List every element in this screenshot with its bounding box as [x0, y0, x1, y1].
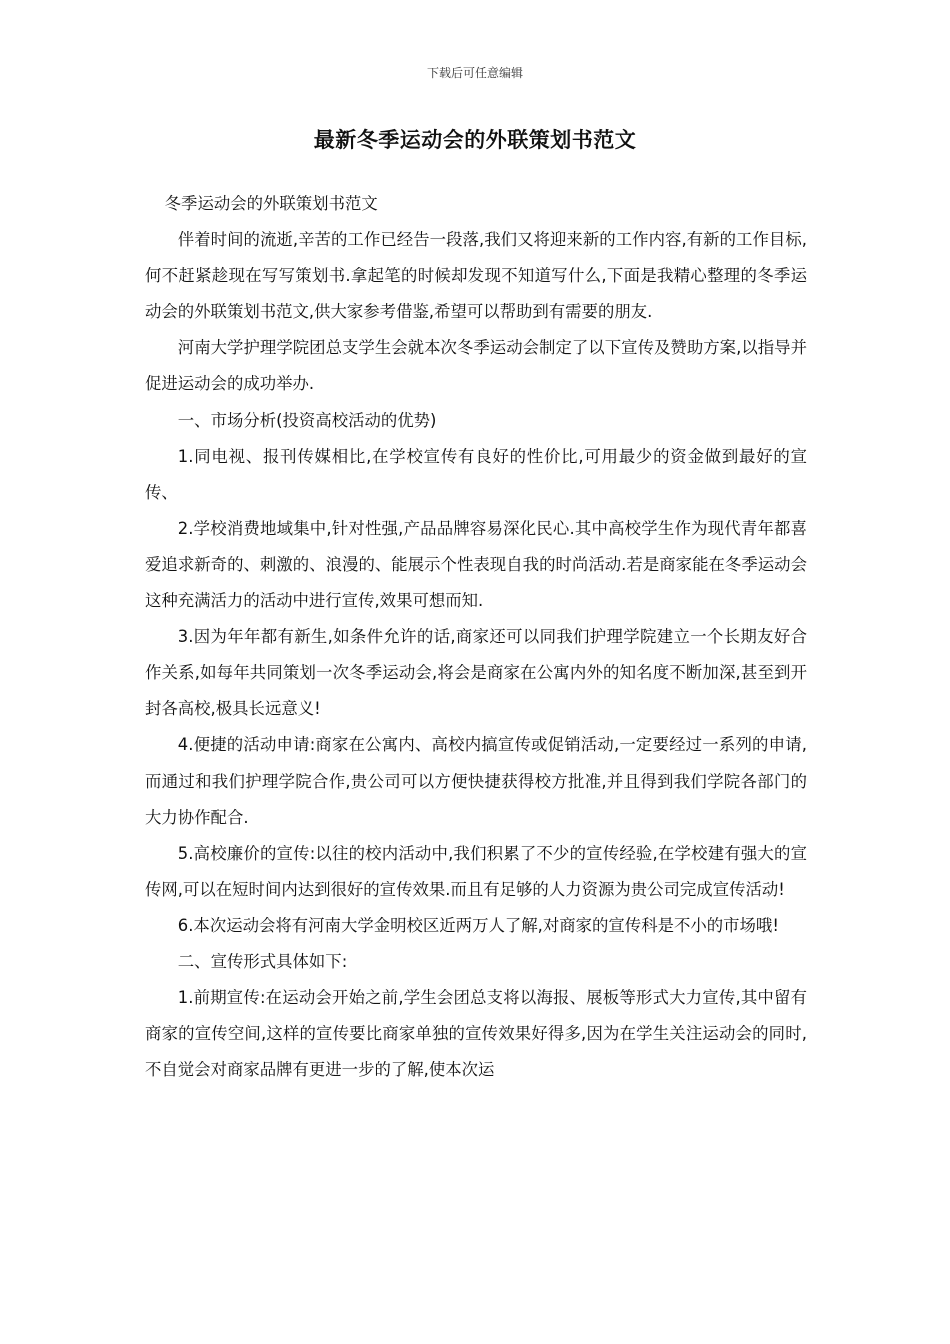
paragraph: 1.前期宣传:在运动会开始之前,学生会团总支将以海报、展板等形式大力宣传,其中留有商家的宣传空间,这样的宣传要比商家单独的宣传效果好得多,因为在学生关注运动会的同时,不自觉会对商家品牌有更进一步的了解,使本次运	[145, 988, 807, 1080]
paragraph-subtitle: 冬季运动会的外联策划书范文	[164, 194, 378, 213]
paragraph: 4.便捷的活动申请:商家在公寓内、高校内搞宣传或促销活动,一定要经过一系列的申请,而通过和我们护理学院合作,贵公司可以方便快捷获得校方批准,并且得到我们学院各部门的大力协作配合.	[145, 735, 807, 827]
paragraph: 2.学校消费地域集中,针对性强,产品品牌容易深化民心.其中高校学生作为现代青年都喜爱追求新奇的、刺激的、浪漫的、能展示个性表现自我的时尚活动.若是商家能在冬季运动会这种充满活力的活动中进行宣传,效果可想而知.	[145, 518, 807, 611]
paragraph: 河南大学护理学院团总支学生会就本次冬季运动会制定了以下宣传及赞助方案,以指导并促进运动会的成功举办.	[145, 338, 807, 394]
paragraph: 6.本次运动会将有河南大学金明校区近两万人了解,对商家的宣传科是不小的市场哦!	[177, 915, 779, 935]
section-heading: 一、市场分析(投资高校活动的优势)	[177, 410, 437, 430]
paragraph: 5.高校廉价的宣传:以往的校内活动中,我们积累了不少的宣传经验,在学校建有强大的宣传网,可以在短时间内达到很好的宣传效果.而且有足够的人力资源为贵公司完成宣传活动!	[145, 843, 807, 899]
page-header-note: 下载后可任意编辑	[426, 66, 523, 80]
section-heading: 二、宣传形式具体如下:	[177, 951, 348, 971]
document-title: 最新冬季运动会的外联策划书范文	[313, 128, 637, 152]
paragraph: 1.同电视、报刊传媒相比,在学校宣传有良好的性价比,可用最少的资金做到最好的宣传、	[145, 446, 807, 502]
document-body	[145, 186, 807, 1088]
paragraph: 伴着时间的流逝,辛苦的工作已经告一段落,我们又将迎来新的工作内容,有新的工作目标,何不赶紧趁现在写写策划书.拿起笔的时候却发现不知道写什么,下面是我精心整理的冬季运动会的外联策划书范文,供大家参考借鉴,希望可以帮助到有需要的朋友.	[145, 230, 807, 322]
paragraph: 3.因为年年都有新生,如条件允许的话,商家还可以同我们护理学院建立一个长期友好合作关系,如每年共同策划一次冬季运动会,将会是商家在公寓内外的知名度不断加深,甚至到开封各高校,极具长远意义!	[145, 627, 807, 719]
